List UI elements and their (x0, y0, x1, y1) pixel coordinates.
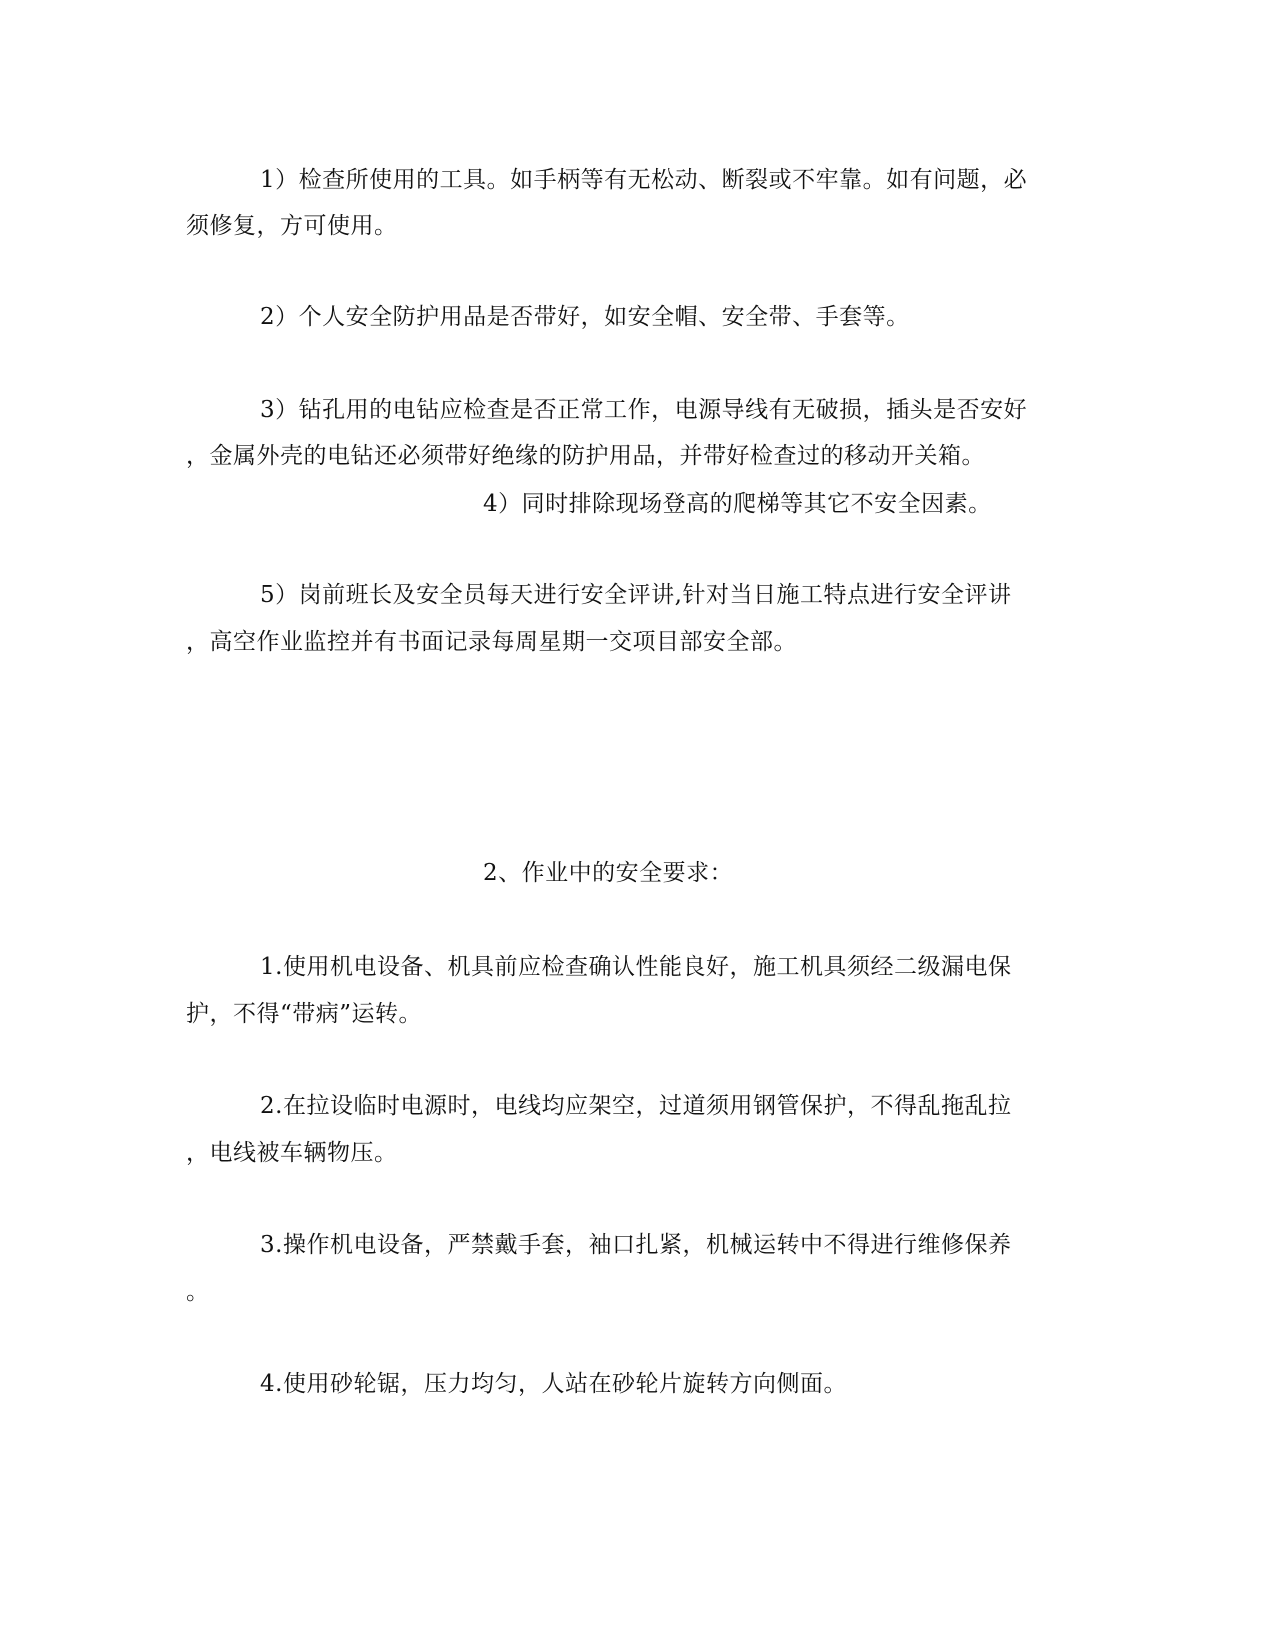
s1-item1-line2: 须修复，方可使用。 (186, 213, 398, 239)
s2-item1-line1: 1.使用机电设备、机具前应检查确认性能良好，施工机具须经二级漏电保 (260, 954, 1012, 980)
s1-item5-line1: 5）岗前班长及安全员每天进行安全评讲,针对当日施工特点进行安全评讲 (260, 582, 1012, 608)
s1-item4-line1: 4）同时排除现场登高的爬梯等其它不安全因素。 (483, 491, 992, 517)
s2-item3-line2: 。 (186, 1279, 210, 1305)
s2-item4-line1: 4.使用砂轮锯，压力均匀，人站在砂轮片旋转方向侧面。 (260, 1371, 847, 1397)
s1-item3-line2: ，金属外壳的电钻还必须带好绝缘的防护用品，并带好检查过的移动开关箱。 (186, 443, 985, 469)
s1-item2-line1: 2）个人安全防护用品是否带好，如安全帽、安全带、手套等。 (260, 304, 910, 330)
s2-item1-line2: 护，不得“带病”运转。 (186, 1001, 423, 1027)
s1-item3-line1: 3）钻孔用的电钻应检查是否正常工作，电源导线有无破损，插头是否安好 (260, 397, 1028, 423)
s1-item1-line1: 1）检查所使用的工具。如手柄等有无松动、断裂或不牢靠。如有问题，必 (260, 167, 1028, 193)
s2-item3-line1: 3.操作机电设备，严禁戴手套，袖口扎紧，机械运转中不得进行维修保养 (260, 1232, 1012, 1258)
section2-heading: 2、作业中的安全要求： (483, 860, 734, 886)
s2-item2-line2: ，电线被车辆物压。 (186, 1140, 398, 1166)
s2-item2-line1: 2.在拉设临时电源时，电线均应架空，过道须用钢管保护，不得乱拖乱拉 (260, 1093, 1012, 1119)
s1-item5-line2: ，高空作业监控并有书面记录每周星期一交项目部安全部。 (186, 629, 797, 655)
